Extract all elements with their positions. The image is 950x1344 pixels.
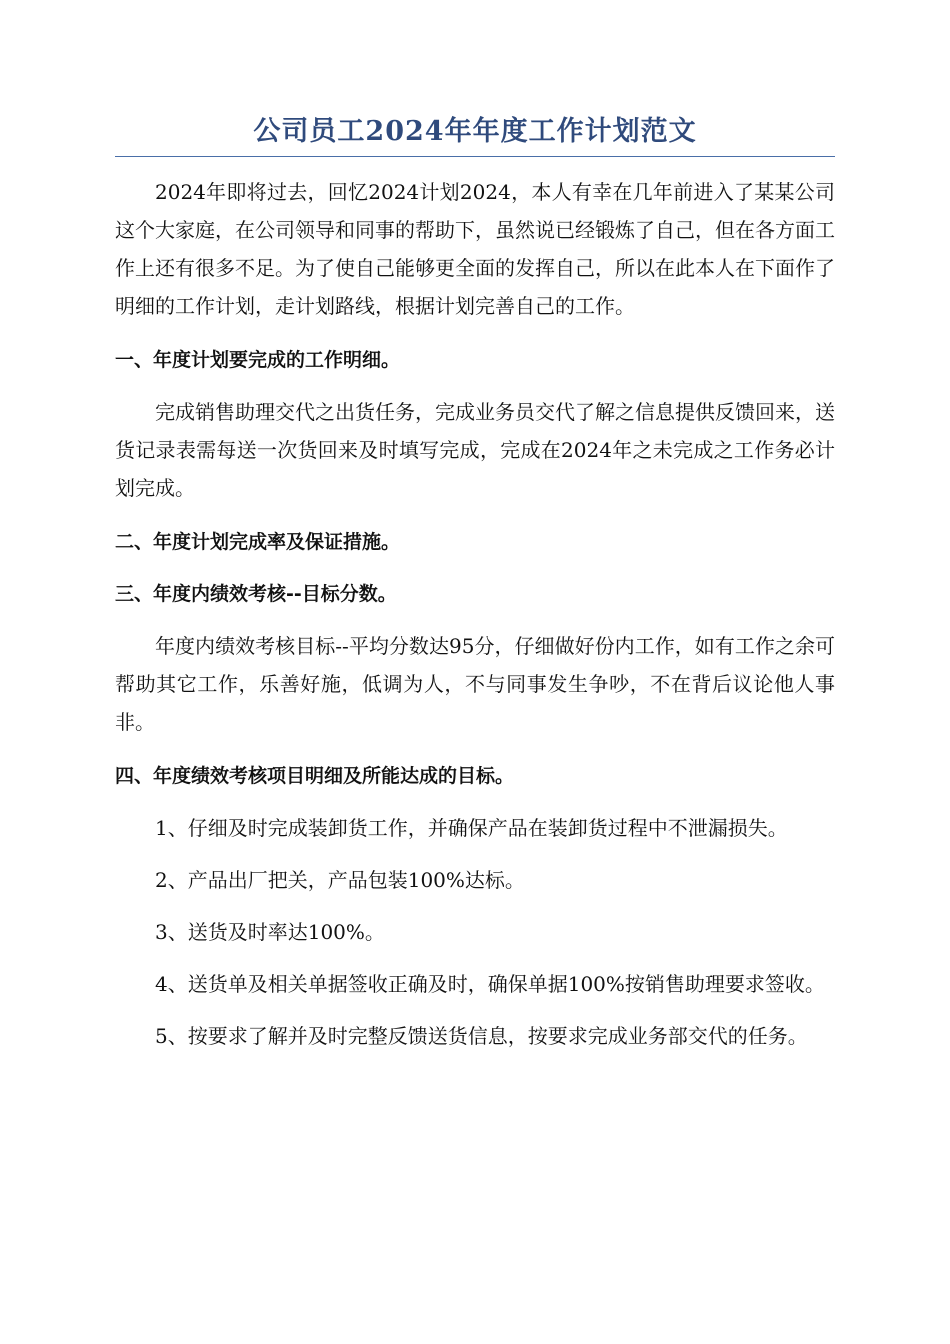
section-3-body: 年度内绩效考核目标--平均分数达95分，仔细做好份内工作，如有工作之余可帮助其它工作，乐善好施，低调为人，不与同事发生争吵，不在背后议论他人事非。 bbox=[115, 634, 835, 734]
list-item: 4、送货单及相关单据签收正确及时，确保单据100%按销售助理要求签收。 bbox=[155, 972, 825, 996]
section-3-heading: 三、年度内绩效考核--目标分数。 bbox=[115, 583, 397, 605]
list-item: 5、按要求了解并及时完整反馈送货信息，按要求完成业务部交代的任务。 bbox=[155, 1024, 808, 1048]
section-1-body: 完成销售助理交代之出货任务，完成业务员交代了解之信息提供反馈回来，送货记录表需每送一次货回来及时填写完成，完成在2024年之未完成之工作务必计划完成。 bbox=[115, 400, 835, 500]
document-page bbox=[115, 110, 835, 1055]
intro-paragraph: 2024年即将过去，回忆2024计划2024，本人有幸在几年前进入了某某公司这个大家庭，在公司领导和同事的帮助下，虽然说已经锻炼了自己，但在各方面工作上还有很多不足。为了使自己能够更全面的发挥自己，所以在此本人在下面作了明细的工作计划，走计划路线，根据计划完善自己的工作。 bbox=[115, 180, 835, 318]
list-item: 2、产品出厂把关，产品包装100%达标。 bbox=[155, 868, 525, 892]
list-item: 1、仔细及时完成装卸货工作，并确保产品在装卸货过程中不泄漏损失。 bbox=[155, 816, 788, 840]
section-1-heading: 一、年度计划要完成的工作明细。 bbox=[115, 349, 401, 371]
document-title: 公司员工2024年年度工作计划范文 bbox=[115, 110, 835, 157]
section-2-heading: 二、年度计划完成率及保证措施。 bbox=[115, 531, 401, 553]
list-item: 3、送货及时率达100%。 bbox=[155, 920, 385, 944]
section-4-heading: 四、年度绩效考核项目明细及所能达成的目标。 bbox=[115, 765, 515, 787]
